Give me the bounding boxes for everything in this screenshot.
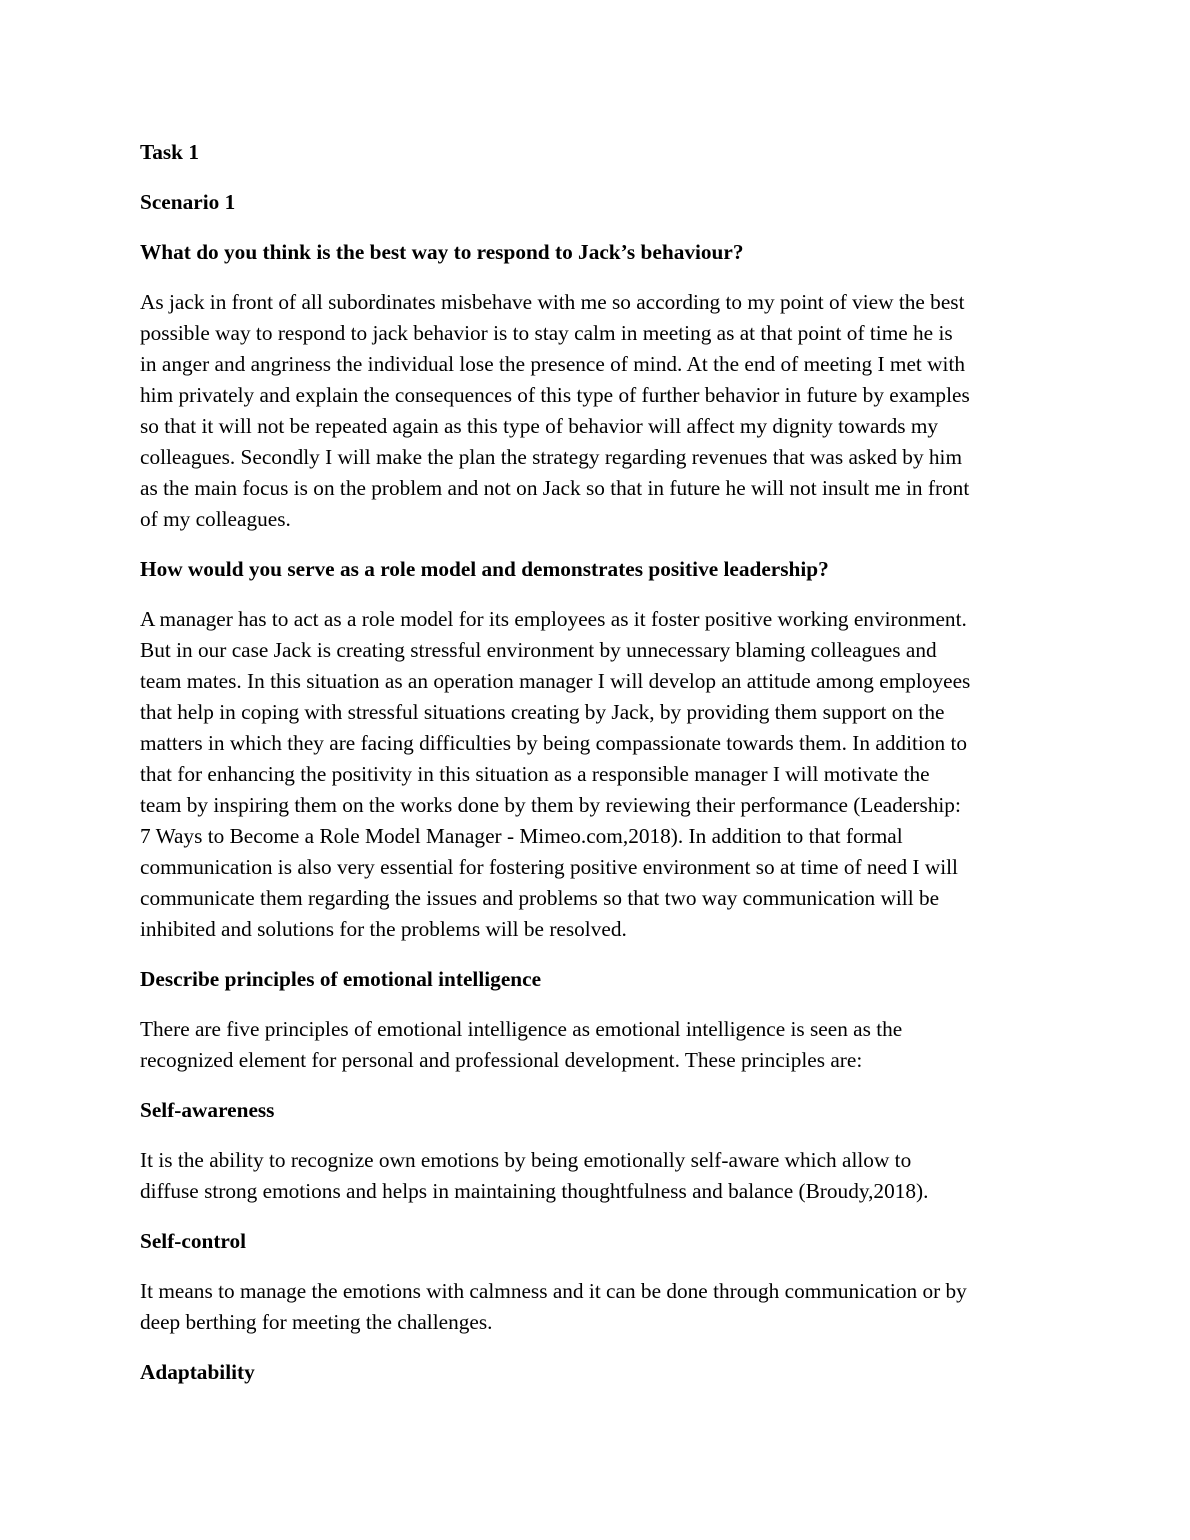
text-line: But in our case Jack is creating stressful environment by unnecessary blaming colleagues and: [140, 638, 937, 662]
text-line: that help in coping with stressful situations creating by Jack, by providing them support on the: [140, 700, 945, 724]
text-line: diffuse strong emotions and helps in maintaining thoughtfulness and balance (Broudy,2018).: [140, 1179, 929, 1203]
text-line: in anger and angriness the individual lose the presence of mind. At the end of meeting I met with: [140, 352, 966, 376]
text-line: How would you serve as a role model and demonstrates positive leadership?: [140, 557, 829, 581]
text-line: A manager has to act as a role model for its employees as it foster positive working environment.: [140, 607, 967, 631]
paragraph-self-control: [140, 1276, 1055, 1338]
paragraph-self-awareness: [140, 1145, 1055, 1207]
text-line: inhibited and solutions for the problems will be resolved.: [140, 917, 627, 941]
heading-self-control: [140, 1226, 1055, 1257]
heading-question-role-model: [140, 554, 1055, 585]
heading-principles: [140, 964, 1055, 995]
text-line: Adaptability: [140, 1360, 255, 1384]
text-line: Self-awareness: [140, 1098, 275, 1122]
text-line: him privately and explain the consequences of this type of further behavior in future by examples: [140, 383, 970, 407]
heading-task: [140, 137, 1055, 168]
text-line: as the main focus is on the problem and not on Jack so that in future he will not insult me in front: [140, 476, 970, 500]
text-line: There are five principles of emotional intelligence as emotional intelligence is seen as the: [140, 1017, 903, 1041]
text-line: Describe principles of emotional intelligence: [140, 967, 542, 991]
text-line: As jack in front of all subordinates misbehave with me so according to my point of view the best: [140, 290, 965, 314]
text-line: of my colleagues.: [140, 507, 291, 531]
text-line: colleagues. Secondly I will make the plan the strategy regarding revenues that was asked by him: [140, 445, 963, 469]
text-line: so that it will not be repeated again as this type of behavior will affect my dignity towards my: [140, 414, 939, 438]
text-line: communication is also very essential for fostering positive environment so at time of need I will: [140, 855, 958, 879]
text-line: that for enhancing the positivity in this situation as a responsible manager I will motivate the: [140, 762, 930, 786]
text-line: What do you think is the best way to respond to Jack’s behaviour?: [140, 240, 744, 264]
paragraph-respond-answer: [140, 287, 1055, 535]
text-line: Scenario 1: [140, 190, 236, 214]
text-line: communicate them regarding the issues and problems so that two way communication will be: [140, 886, 940, 910]
heading-scenario: [140, 187, 1055, 218]
text-line: team mates. In this situation as an operation manager I will develop an attitude among employees: [140, 669, 971, 693]
text-line: It means to manage the emotions with calmness and it can be done through communication or by: [140, 1279, 967, 1303]
text-line: 7 Ways to Become a Role Model Manager - Mimeo.com,2018). In addition to that formal: [140, 824, 903, 848]
text-line: possible way to respond to jack behavior is to stay calm in meeting as at that point of time he is: [140, 321, 953, 345]
heading-self-awareness: [140, 1095, 1055, 1126]
text-line: matters in which they are facing difficulties by being compassionate towards them. In addition to: [140, 731, 968, 755]
paragraph-principles-intro: [140, 1014, 1055, 1076]
text-line: team by inspiring them on the works done by them by reviewing their performance (Leadership:: [140, 793, 961, 817]
document-page: [140, 137, 1055, 1407]
heading-question-respond: [140, 237, 1055, 268]
text-line: Task 1: [140, 140, 200, 164]
text-line: Self-control: [140, 1229, 247, 1253]
text-line: recognized element for personal and professional development. These principles are:: [140, 1048, 863, 1072]
text-line: deep berthing for meeting the challenges.: [140, 1310, 493, 1334]
heading-adaptability: [140, 1357, 1055, 1388]
text-line: It is the ability to recognize own emotions by being emotionally self-aware which allow to: [140, 1148, 912, 1172]
paragraph-role-model-answer: [140, 604, 1055, 945]
